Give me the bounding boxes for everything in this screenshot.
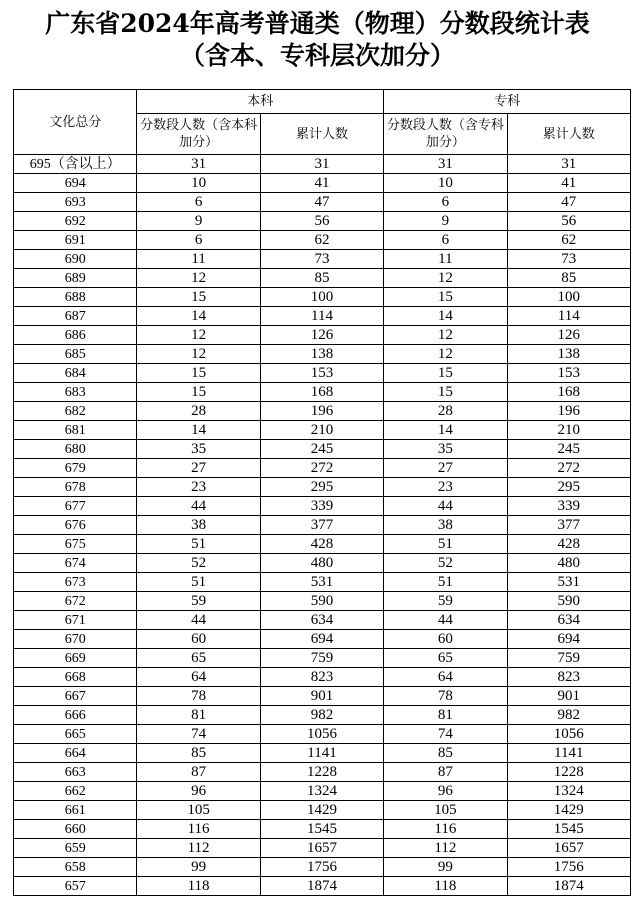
zhuanke-count-cell: 12 [384, 345, 507, 364]
page-title: 广东省2024年高考普通类（物理）分数段统计表 [45, 9, 590, 38]
header-row [14, 90, 631, 114]
score-cell: 681 [14, 421, 137, 440]
benke-count-cell: 44 [137, 611, 260, 630]
score-cell: 663 [14, 763, 137, 782]
benke-count-cell: 60 [137, 630, 260, 649]
table-row [14, 440, 631, 459]
zhuanke-cum-cell: 62 [507, 231, 630, 250]
zhuanke-cum-cell: 210 [507, 421, 630, 440]
benke-cum-cell: 196 [260, 402, 383, 421]
table-row [14, 668, 631, 687]
zhuanke-cum-cell: 1545 [507, 820, 630, 839]
table-row [14, 459, 631, 478]
benke-cum-cell: 377 [260, 516, 383, 535]
benke-count-cell: 44 [137, 497, 260, 516]
zhuanke-cum-cell: 1141 [507, 744, 630, 763]
benke-cum-cell: 62 [260, 231, 383, 250]
benke-count-cell: 6 [137, 193, 260, 212]
table-row [14, 858, 631, 877]
zhuanke-cum-cell: 295 [507, 478, 630, 497]
zhuanke-cum-cell: 339 [507, 497, 630, 516]
benke-count-cell: 23 [137, 478, 260, 497]
zhuanke-cum-cell: 153 [507, 364, 630, 383]
benke-count-cell: 15 [137, 364, 260, 383]
zhuanke-count-cell: 99 [384, 858, 507, 877]
benke-count-cell: 118 [137, 877, 260, 896]
benke-count-cell: 14 [137, 307, 260, 326]
table-row [14, 839, 631, 858]
score-cell: 668 [14, 668, 137, 687]
score-cell: 674 [14, 554, 137, 573]
table-row [14, 155, 631, 174]
benke-count-cell: 99 [137, 858, 260, 877]
benke-count-cell: 12 [137, 269, 260, 288]
table-row [14, 212, 631, 231]
table-row [14, 345, 631, 364]
table-row [14, 725, 631, 744]
zhuanke-cum-cell: 1874 [507, 877, 630, 896]
table-row [14, 478, 631, 497]
benke-cum-cell: 634 [260, 611, 383, 630]
zhuanke-cum-cell: 85 [507, 269, 630, 288]
zhuanke-count-cell: 9 [384, 212, 507, 231]
table-row [14, 649, 631, 668]
benke-cum-cell: 138 [260, 345, 383, 364]
zhuanke-cum-cell: 1756 [507, 858, 630, 877]
benke-count-cell: 12 [137, 326, 260, 345]
zhuanke-count-cell: 44 [384, 611, 507, 630]
zhuanke-cum-cell: 480 [507, 554, 630, 573]
table-row [14, 687, 631, 706]
zhuanke-count-cell: 10 [384, 174, 507, 193]
zhuanke-cum-cell: 196 [507, 402, 630, 421]
score-cell: 694 [14, 174, 137, 193]
table-row [14, 421, 631, 440]
table-row [14, 288, 631, 307]
zhuanke-cum-cell: 759 [507, 649, 630, 668]
table-row [14, 782, 631, 801]
header-zhuanke-count: 分数段人数（含专科加分） [384, 114, 507, 155]
zhuanke-count-cell: 14 [384, 307, 507, 326]
score-cell: 660 [14, 820, 137, 839]
header-benke-cum: 累计人数 [260, 114, 383, 155]
benke-cum-cell: 1324 [260, 782, 383, 801]
zhuanke-count-cell: 51 [384, 535, 507, 554]
benke-count-cell: 15 [137, 383, 260, 402]
score-cell: 659 [14, 839, 137, 858]
table-row [14, 611, 631, 630]
benke-cum-cell: 428 [260, 535, 383, 554]
zhuanke-cum-cell: 168 [507, 383, 630, 402]
benke-count-cell: 81 [137, 706, 260, 725]
zhuanke-count-cell: 12 [384, 269, 507, 288]
zhuanke-cum-cell: 1324 [507, 782, 630, 801]
score-cell: 693 [14, 193, 137, 212]
table-row [14, 744, 631, 763]
benke-cum-cell: 1429 [260, 801, 383, 820]
benke-count-cell: 51 [137, 573, 260, 592]
zhuanke-count-cell: 78 [384, 687, 507, 706]
table-row [14, 877, 631, 896]
zhuanke-count-cell: 23 [384, 478, 507, 497]
table-row [14, 801, 631, 820]
benke-cum-cell: 126 [260, 326, 383, 345]
header-benke-count: 分数段人数（含本科加分） [137, 114, 260, 155]
benke-cum-cell: 1545 [260, 820, 383, 839]
zhuanke-cum-cell: 694 [507, 630, 630, 649]
zhuanke-count-cell: 85 [384, 744, 507, 763]
benke-count-cell: 105 [137, 801, 260, 820]
zhuanke-cum-cell: 31 [507, 155, 630, 174]
table-row [14, 307, 631, 326]
zhuanke-cum-cell: 823 [507, 668, 630, 687]
score-cell: 657 [14, 877, 137, 896]
zhuanke-count-cell: 74 [384, 725, 507, 744]
header-zhuanke-cum: 累计人数 [507, 114, 630, 155]
score-cell: 665 [14, 725, 137, 744]
zhuanke-count-cell: 14 [384, 421, 507, 440]
zhuanke-count-cell: 87 [384, 763, 507, 782]
benke-cum-cell: 823 [260, 668, 383, 687]
benke-cum-cell: 982 [260, 706, 383, 725]
zhuanke-cum-cell: 126 [507, 326, 630, 345]
zhuanke-count-cell: 6 [384, 231, 507, 250]
score-cell: 684 [14, 364, 137, 383]
zhuanke-count-cell: 35 [384, 440, 507, 459]
benke-count-cell: 59 [137, 592, 260, 611]
table-row [14, 193, 631, 212]
benke-count-cell: 31 [137, 155, 260, 174]
zhuanke-count-cell: 59 [384, 592, 507, 611]
benke-count-cell: 51 [137, 535, 260, 554]
benke-count-cell: 28 [137, 402, 260, 421]
benke-count-cell: 64 [137, 668, 260, 687]
zhuanke-cum-cell: 428 [507, 535, 630, 554]
benke-count-cell: 78 [137, 687, 260, 706]
zhuanke-count-cell: 81 [384, 706, 507, 725]
zhuanke-cum-cell: 1228 [507, 763, 630, 782]
score-cell: 658 [14, 858, 137, 877]
table-row [14, 592, 631, 611]
score-cell: 672 [14, 592, 137, 611]
score-cell: 680 [14, 440, 137, 459]
benke-cum-cell: 100 [260, 288, 383, 307]
benke-count-cell: 85 [137, 744, 260, 763]
benke-cum-cell: 531 [260, 573, 383, 592]
zhuanke-count-cell: 118 [384, 877, 507, 896]
benke-count-cell: 74 [137, 725, 260, 744]
table-row [14, 516, 631, 535]
table-row [14, 364, 631, 383]
score-cell: 661 [14, 801, 137, 820]
score-cell: 679 [14, 459, 137, 478]
header-score: 文化总分 [14, 90, 137, 155]
benke-cum-cell: 31 [260, 155, 383, 174]
score-cell: 673 [14, 573, 137, 592]
benke-cum-cell: 210 [260, 421, 383, 440]
benke-count-cell: 15 [137, 288, 260, 307]
benke-cum-cell: 85 [260, 269, 383, 288]
benke-count-cell: 112 [137, 839, 260, 858]
benke-cum-cell: 1228 [260, 763, 383, 782]
zhuanke-cum-cell: 73 [507, 250, 630, 269]
table-row [14, 573, 631, 592]
zhuanke-count-cell: 15 [384, 288, 507, 307]
score-cell: 677 [14, 497, 137, 516]
benke-cum-cell: 1141 [260, 744, 383, 763]
zhuanke-cum-cell: 114 [507, 307, 630, 326]
table-row [14, 630, 631, 649]
zhuanke-count-cell: 27 [384, 459, 507, 478]
table-row [14, 383, 631, 402]
zhuanke-cum-cell: 1429 [507, 801, 630, 820]
score-cell: 675 [14, 535, 137, 554]
benke-cum-cell: 901 [260, 687, 383, 706]
benke-cum-cell: 480 [260, 554, 383, 573]
zhuanke-count-cell: 38 [384, 516, 507, 535]
score-cell: 666 [14, 706, 137, 725]
page-subtitle: （含本、专科层次加分） [179, 41, 455, 70]
zhuanke-count-cell: 31 [384, 155, 507, 174]
benke-cum-cell: 272 [260, 459, 383, 478]
benke-cum-cell: 73 [260, 250, 383, 269]
zhuanke-cum-cell: 56 [507, 212, 630, 231]
score-cell: 687 [14, 307, 137, 326]
table-row [14, 174, 631, 193]
zhuanke-cum-cell: 1657 [507, 839, 630, 858]
zhuanke-count-cell: 64 [384, 668, 507, 687]
benke-count-cell: 14 [137, 421, 260, 440]
table-row [14, 763, 631, 782]
benke-cum-cell: 56 [260, 212, 383, 231]
score-cell: 689 [14, 269, 137, 288]
benke-cum-cell: 590 [260, 592, 383, 611]
zhuanke-cum-cell: 47 [507, 193, 630, 212]
benke-count-cell: 10 [137, 174, 260, 193]
score-cell: 676 [14, 516, 137, 535]
score-cell: 685 [14, 345, 137, 364]
benke-count-cell: 9 [137, 212, 260, 231]
zhuanke-cum-cell: 138 [507, 345, 630, 364]
zhuanke-count-cell: 116 [384, 820, 507, 839]
score-cell: 682 [14, 402, 137, 421]
score-cell: 667 [14, 687, 137, 706]
benke-count-cell: 11 [137, 250, 260, 269]
score-cell: 671 [14, 611, 137, 630]
table-row [14, 706, 631, 725]
score-cell: 692 [14, 212, 137, 231]
zhuanke-count-cell: 15 [384, 364, 507, 383]
benke-count-cell: 27 [137, 459, 260, 478]
benke-cum-cell: 339 [260, 497, 383, 516]
table-row [14, 820, 631, 839]
benke-count-cell: 65 [137, 649, 260, 668]
zhuanke-cum-cell: 982 [507, 706, 630, 725]
benke-count-cell: 38 [137, 516, 260, 535]
zhuanke-cum-cell: 634 [507, 611, 630, 630]
score-cell: 690 [14, 250, 137, 269]
zhuanke-cum-cell: 272 [507, 459, 630, 478]
table-row [14, 554, 631, 573]
score-cell: 683 [14, 383, 137, 402]
score-cell: 695（含以上） [14, 155, 137, 174]
table-row [14, 535, 631, 554]
benke-cum-cell: 153 [260, 364, 383, 383]
zhuanke-count-cell: 15 [384, 383, 507, 402]
zhuanke-cum-cell: 1056 [507, 725, 630, 744]
zhuanke-count-cell: 96 [384, 782, 507, 801]
benke-cum-cell: 1657 [260, 839, 383, 858]
zhuanke-cum-cell: 901 [507, 687, 630, 706]
header-benke: 本科 [137, 90, 384, 114]
zhuanke-cum-cell: 377 [507, 516, 630, 535]
score-cell: 670 [14, 630, 137, 649]
benke-cum-cell: 1756 [260, 858, 383, 877]
zhuanke-count-cell: 65 [384, 649, 507, 668]
zhuanke-count-cell: 28 [384, 402, 507, 421]
zhuanke-cum-cell: 41 [507, 174, 630, 193]
score-distribution-table [13, 89, 631, 896]
zhuanke-count-cell: 44 [384, 497, 507, 516]
benke-cum-cell: 168 [260, 383, 383, 402]
zhuanke-count-cell: 112 [384, 839, 507, 858]
table-row [14, 231, 631, 250]
table-row [14, 497, 631, 516]
zhuanke-count-cell: 12 [384, 326, 507, 345]
score-cell: 686 [14, 326, 137, 345]
benke-cum-cell: 47 [260, 193, 383, 212]
zhuanke-cum-cell: 100 [507, 288, 630, 307]
benke-cum-cell: 1056 [260, 725, 383, 744]
benke-count-cell: 116 [137, 820, 260, 839]
zhuanke-cum-cell: 531 [507, 573, 630, 592]
benke-count-cell: 87 [137, 763, 260, 782]
zhuanke-count-cell: 105 [384, 801, 507, 820]
benke-cum-cell: 759 [260, 649, 383, 668]
benke-count-cell: 6 [137, 231, 260, 250]
table-row [14, 326, 631, 345]
zhuanke-count-cell: 51 [384, 573, 507, 592]
table-row [14, 269, 631, 288]
zhuanke-count-cell: 52 [384, 554, 507, 573]
benke-count-cell: 12 [137, 345, 260, 364]
benke-count-cell: 52 [137, 554, 260, 573]
zhuanke-count-cell: 11 [384, 250, 507, 269]
score-cell: 678 [14, 478, 137, 497]
benke-cum-cell: 41 [260, 174, 383, 193]
zhuanke-cum-cell: 590 [507, 592, 630, 611]
zhuanke-cum-cell: 245 [507, 440, 630, 459]
table-row [14, 250, 631, 269]
score-cell: 688 [14, 288, 137, 307]
score-cell: 662 [14, 782, 137, 801]
header-zhuanke: 专科 [384, 90, 631, 114]
benke-cum-cell: 114 [260, 307, 383, 326]
benke-count-cell: 35 [137, 440, 260, 459]
benke-count-cell: 96 [137, 782, 260, 801]
zhuanke-count-cell: 6 [384, 193, 507, 212]
score-cell: 669 [14, 649, 137, 668]
benke-cum-cell: 1874 [260, 877, 383, 896]
table-row [14, 402, 631, 421]
benke-cum-cell: 295 [260, 478, 383, 497]
benke-cum-cell: 245 [260, 440, 383, 459]
benke-cum-cell: 694 [260, 630, 383, 649]
score-cell: 664 [14, 744, 137, 763]
score-cell: 691 [14, 231, 137, 250]
zhuanke-count-cell: 60 [384, 630, 507, 649]
